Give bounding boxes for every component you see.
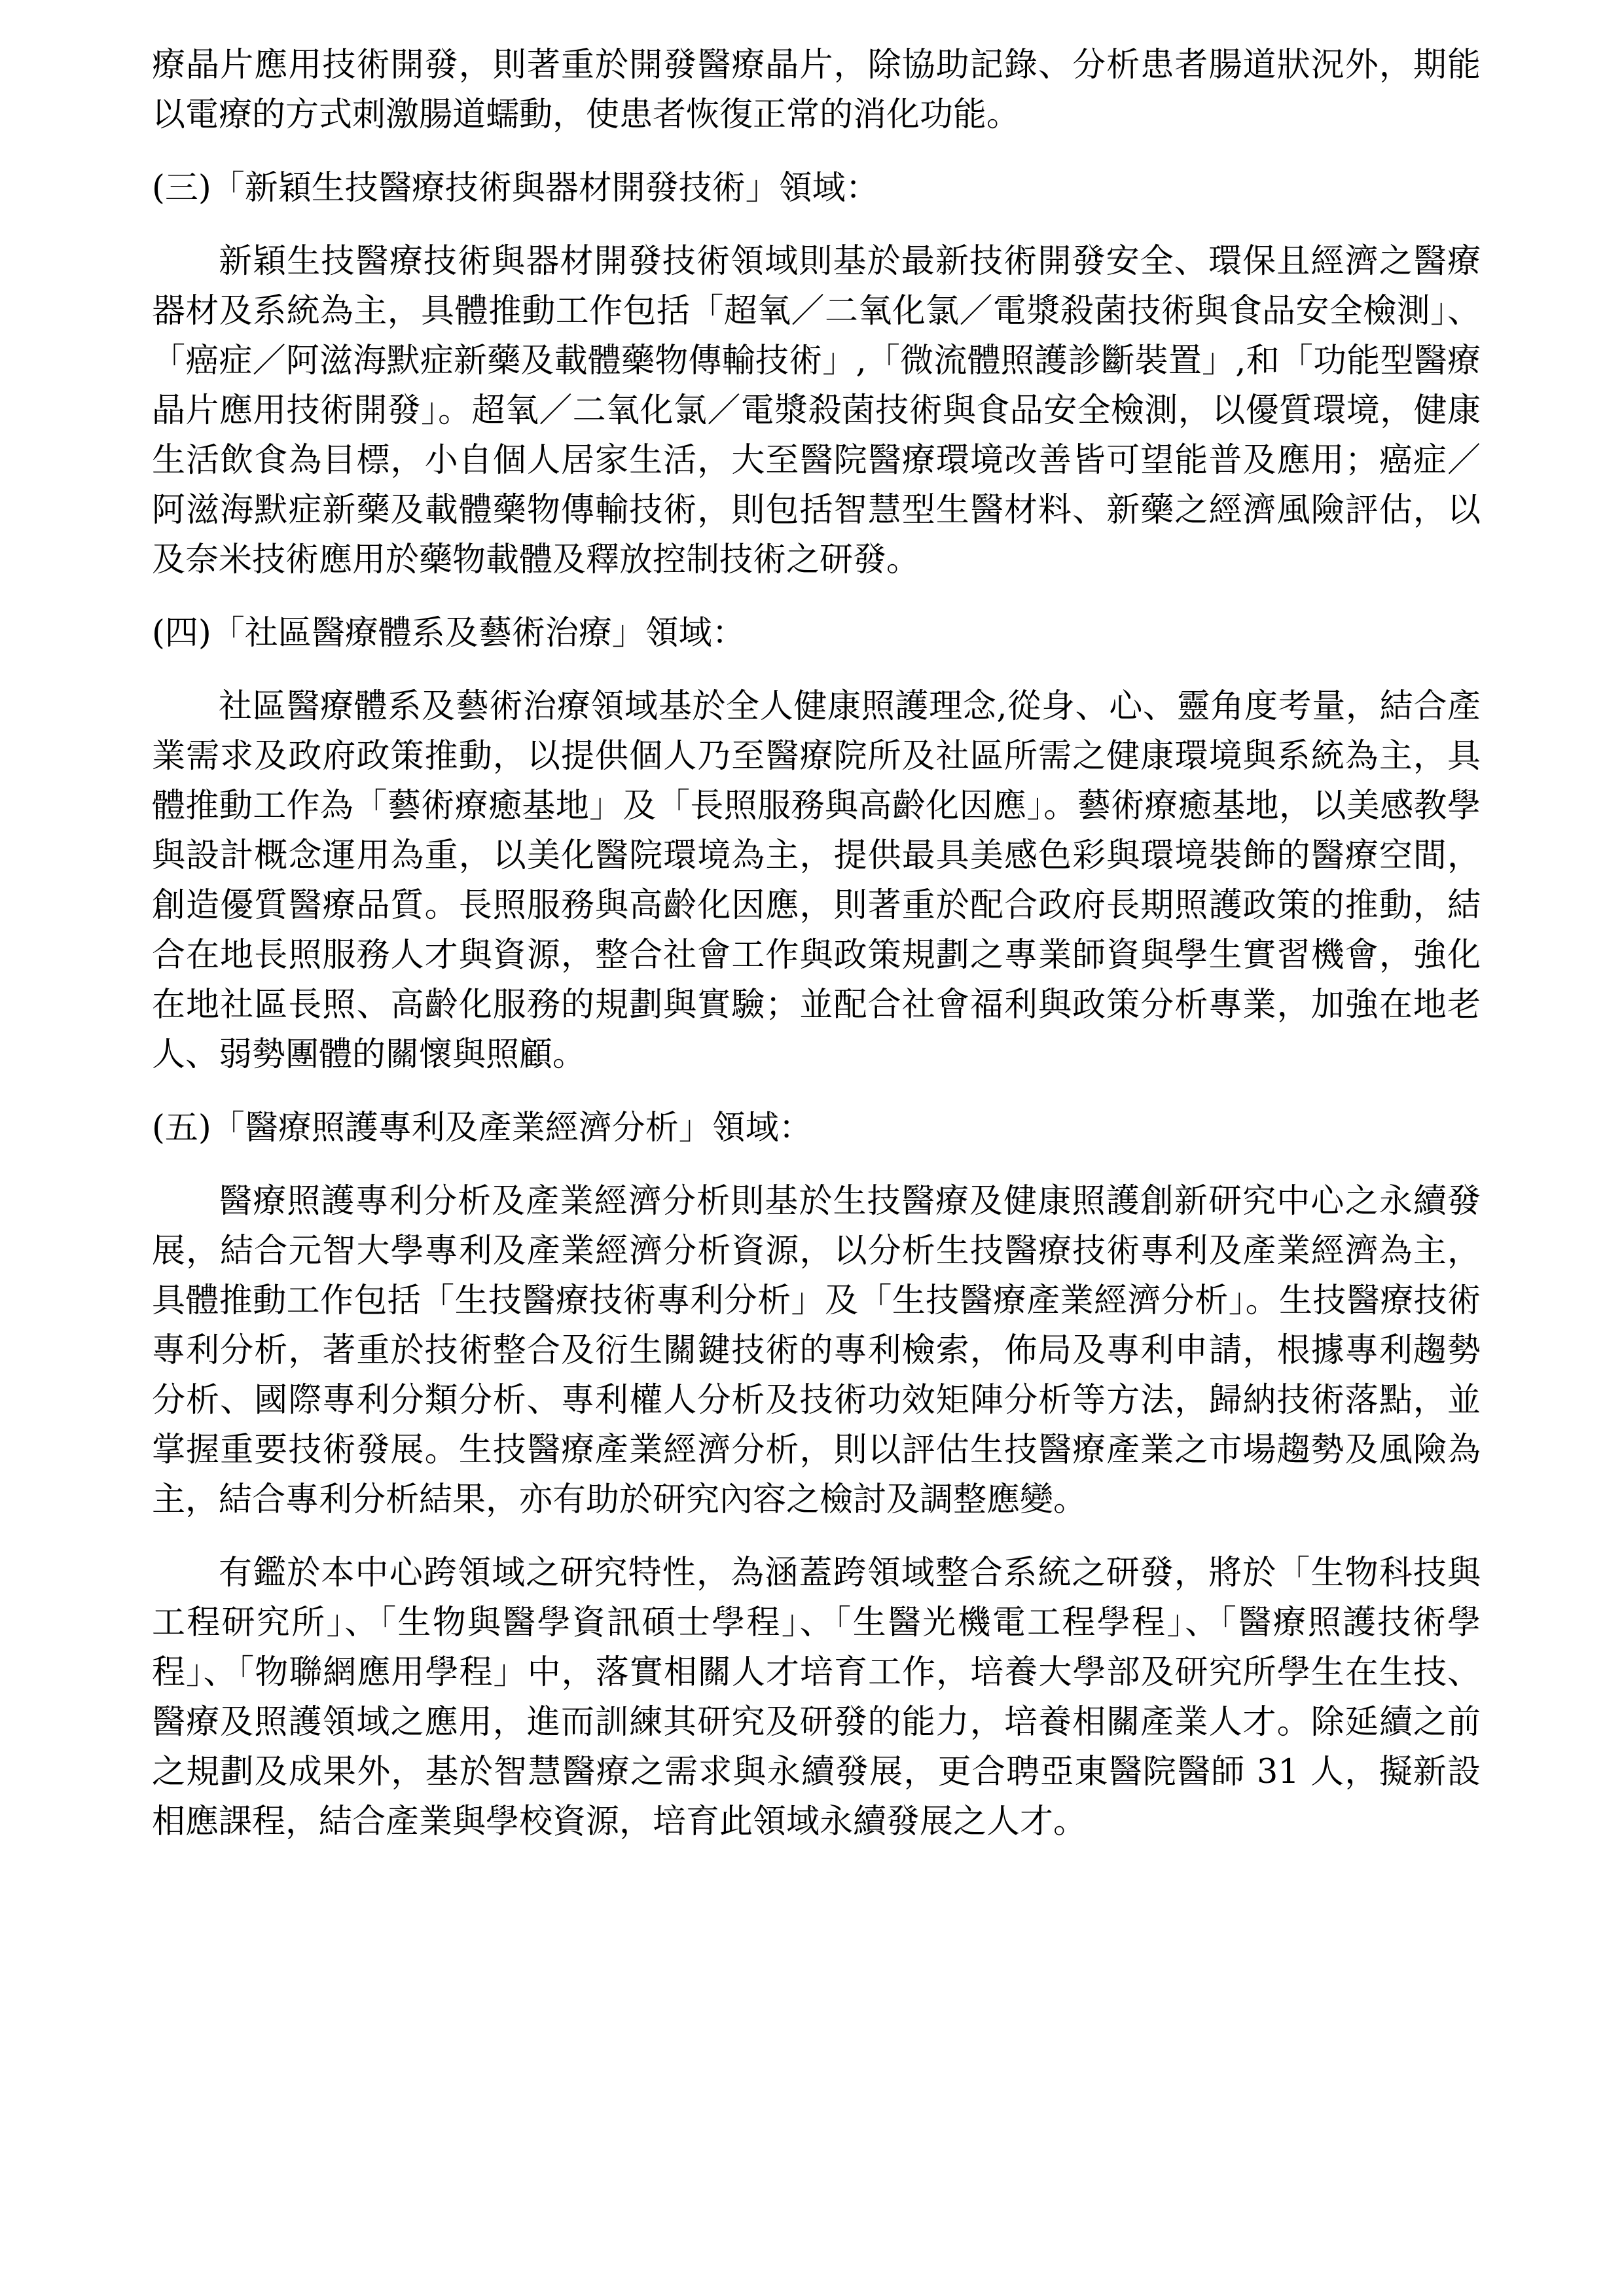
section-4: [152, 609, 1481, 1080]
closing-paragraph: 有鑑於本中心跨領域之研究特性，為涵蓋跨領域整合系統之研發，將於「生物科技與工程研究所」、「生物與醫學資訊碩士學程」、「生醫光機電工程學程」、「醫療照護技術學程」、「物聯網應用學程」中，落實相關人才培育工作，培養大學部及研究所學生在生技、醫療及照護領域之應用，進而訓練其研究及研發的能力，培養相關產業人才。除延續之前之規劃及成果外，基於智慧醫療之需求與永續發展，更合聘亞東醫院醫師 31 人，擬新設相應課程，結合產業與學校資源，培育此領域永續發展之人才。: [152, 1554, 1481, 1841]
section-heading: (五)「醫療照護專利及產業經濟分析」領域：: [152, 1109, 812, 1147]
section-body: 社區醫療體系及藝術治療領域基於全人健康照護理念,從身、心、靈角度考量，結合產業需求及政府政策推動，以提供個人乃至醫療院所及社區所需之健康環境與系統為主，具體推動工作為「藝術療癒基地」及「長照服務與高齡化因應」。藝術療癒基地，以美感教學與設計概念運用為重，以美化醫院環境為主，提供最具美感色彩與環境裝飾的醫療空間，創造優質醫療品質。長照服務與高齡化因應，則著重於配合政府長期照護政策的推動，結合在地長照服務人才與資源，整合社會工作與政策規劃之專業師資與學生實習機會，強化在地社區長照、高齡化服務的規劃與實驗；並配合社會福利與政策分析專業，加強在地老人、弱勢團體的關懷與照顧。: [152, 687, 1481, 1074]
section-5: [152, 1103, 1481, 1525]
section-3: [152, 164, 1481, 585]
continuation-paragraph: 療晶片應用技術開發，則著重於開發醫療晶片，除協助記錄、分析患者腸道狀況外，期能以電療的方式刺激腸道蠕動，使患者恢復正常的消化功能。: [152, 46, 1481, 134]
section-heading: (四)「社區醫療體系及藝術治療」領域：: [152, 614, 746, 653]
section-body: 醫療照護專利分析及產業經濟分析則基於生技醫療及健康照護創新研究中心之永續發展，結合元智大學專利及產業經濟分析資源，以分析生技醫療技術專利及產業經濟為主，具體推動工作包括「生技醫療技術專利分析」及「生技醫療產業經濟分析」。生技醫療技術專利分析，著重於技術整合及衍生關鍵技術的專利檢索，佈局及專利申請，根據專利趨勢分析、國際專利分類分析、專利權人分析及技術功效矩陣分析等方法，歸納技術落點，並掌握重要技術發展。生技醫療產業經濟分析，則以評估生技醫療產業之市場趨勢及風險為主，結合專利分析結果，亦有助於研究內容之檢討及調整應變。: [152, 1182, 1481, 1519]
section-heading: (三)「新穎生技醫療技術與器材開發技術」領域：: [152, 169, 879, 207]
section-body: 新穎生技醫療技術與器材開發技術領域則基於最新技術開發安全、環保且經濟之醫療器材及系統為主，具體推動工作包括「超氧／二氧化氯／電漿殺菌技術與食品安全檢測」、「癌症／阿滋海默症新藥及載體藥物傳輸技術」,「微流體照護診斷裝置」,和「功能型醫療晶片應用技術開發」。超氧／二氧化氯／電漿殺菌技術與食品安全檢測，以優質環境，健康生活飲食為目標，小自個人居家生活，大至醫院醫療環境改善皆可望能普及應用；癌症／阿滋海默症新藥及載體藥物傳輸技術，則包括智慧型生醫材料、新藥之經濟風險評估，以及奈米技術應用於藥物載體及釋放控制技術之研發。: [152, 242, 1481, 579]
document-page: [152, 41, 1481, 1847]
